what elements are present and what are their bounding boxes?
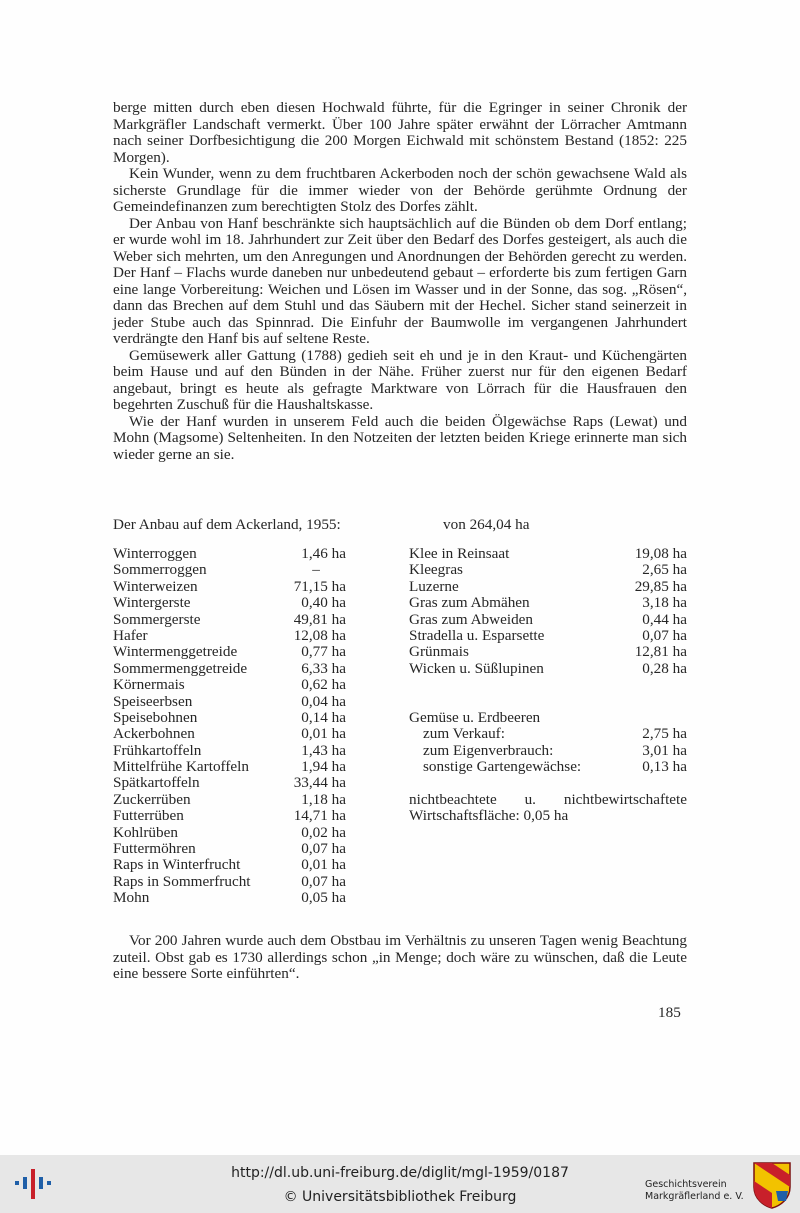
table-row: Ackerbohnen 0,01 ha [113, 725, 346, 743]
table-row: Wicken u. Süßlupinen 0,28 ha [409, 659, 687, 677]
table-total: von 264,04 ha [443, 516, 530, 533]
table-caption: Der Anbau auf dem Ackerland, 1955: [113, 516, 341, 533]
table-row: Körnermais 0,62 ha [113, 676, 346, 694]
table-row: Sommerroggen – [113, 561, 320, 579]
table-row: Kohlrüben 0,02 ha [113, 823, 346, 841]
table-row: Hafer 12,08 ha [113, 626, 346, 644]
paragraph: berge mitten durch eben diesen Hochwald führte, für die Egringer in seiner Chronik der Markgräfler Landschaft vermerkt. Über 100 Jahre später erwähnt der Lörracher Amtmann nach seiner Dorfbesichtigung die 200 Morgen Eichwald mit schönstem Bestand (1852: 225 Morgen). [113, 99, 687, 166]
table-row: Frühkartoffeln 1,43 ha [113, 741, 346, 759]
table-row: Spätkartoffeln 33,44 ha [113, 774, 346, 792]
table-row: Wintergerste 0,40 ha [113, 594, 346, 612]
body-text [113, 100, 687, 463]
table-row: zum Eigenverbrauch: 3,01 ha [423, 741, 687, 759]
table-row: Gras zum Abmähen 3,18 ha [409, 594, 687, 612]
table-row: Sommermenggetreide 6,33 ha [113, 659, 346, 677]
page-number: 185 [658, 1004, 681, 1021]
crop-list-left [113, 546, 346, 907]
table-row: Speisebohnen 0,14 ha [113, 708, 346, 726]
table-row: Futtermöhren 0,07 ha [113, 840, 346, 858]
table-row: Futterrüben 14,71 ha [113, 807, 346, 825]
table-row: sonstige Gartengewächse: 0,13 ha [423, 758, 687, 776]
table-row: Speiseerbsen 0,04 ha [113, 692, 346, 710]
table-row: zum Verkauf: 2,75 ha [423, 725, 687, 743]
table-row: Mittelfrühe Kartoffeln 1,94 ha [113, 758, 346, 776]
source-url-link[interactable]: http://dl.ub.uni-freiburg.de/diglit/mgl-1959/0187 [231, 1165, 569, 1181]
paragraph: Wie der Hanf wurden in unserem Feld auch die beiden Ölgewächse Raps (Lewat) und Mohn (Magsome) Seltenheiten. In den Notzeiten der letzten beiden Kriege erinnerte man sich wieder gerne an sie. [113, 412, 687, 463]
table-row: Kleegras 2,65 ha [409, 561, 687, 579]
table-row: Sommergerste 49,81 ha [113, 610, 346, 628]
unused-area-note: nichtbeachtete u. nichtbewirtschaftete [409, 790, 687, 808]
table-row: Luzerne 29,85 ha [409, 577, 687, 595]
table-row: Winterroggen 1,46 ha [113, 545, 346, 562]
table-header [113, 516, 687, 536]
society-name [645, 1179, 744, 1203]
table-row: Raps in Sommerfrucht 0,07 ha [113, 872, 346, 890]
crest-icon [752, 1161, 792, 1209]
table-row: Wintermenggetreide 0,77 ha [113, 643, 346, 661]
copyright-text: © Universitätsbibliothek Freiburg [283, 1189, 517, 1205]
society-line: Markgräflerland e. V. [645, 1191, 744, 1202]
vegetables-heading: Gemüse u. Erdbeeren [409, 708, 541, 726]
table-row: Zuckerrüben 1,18 ha [113, 790, 346, 808]
crop-list-right [409, 546, 687, 825]
footer-bar [0, 1155, 800, 1213]
paragraph: Kein Wunder, wenn zu dem fruchtbaren Ackerboden noch der schön gewachsene Wald als sicherste Grundlage für die immer wieder von der Behörde gerühmte Ordnung der Gemeindefinanzen zum berechtigten Stolz des Dorfes zählt. [113, 165, 687, 215]
table-row: Mohn 0,05 ha [113, 889, 346, 907]
unused-area-value: Wirtschaftsfläche: 0,05 ha [409, 807, 569, 825]
table-row: Gras zum Abweiden 0,44 ha [409, 610, 687, 628]
table-row: Stradella u. Esparsette 0,07 ha [409, 626, 687, 644]
paragraph: Vor 200 Jahren wurde auch dem Obstbau im Verhältnis zu unseren Tagen wenig Beachtung zuteil. Obst gab es 1730 allerdings schon „in Menge; doch wäre zu wünschen, daß die Leute eine bessere Sorte einführten“. [113, 932, 687, 982]
society-line: Geschichtsverein [645, 1179, 727, 1190]
closing-text [113, 933, 687, 983]
paragraph: Gemüsewerk aller Gattung (1788) gedieh seit eh und je in den Kraut- und Küchengärten beim Hause und auf den Bünden in der Nähe. Früher zuerst nur für den eigenen Bedarf angebaut, bringt es heute als gefragte Marktware von Lörrach für die Hausfrauen den begehrten Zuschuß für die Haushaltskasse. [113, 346, 687, 413]
table-row: Winterweizen 71,15 ha [113, 577, 346, 595]
paragraph: Der Anbau von Hanf beschränkte sich hauptsächlich auf die Bünden ob dem Dorf entlang; er wurde wohl im 18. Jahrhundert zur Zeit über den Bedarf des Dorfes gesteigert, als auch die Weber sich mehrten, um den Anregungen und Anordnungen der Behörden gerecht zu werden. Der Hanf – Flachs wurde daneben nur unbedeutend gebaut – erforderte bis zum fertigen Garn eine lange Vorbereitung: Weichen und Lösen im Wasser und in der Sonne, das sog. „Rösen“, dann das Brechen auf dem Stuhl und das Säubern mit der Hechel. Sicher stand seinerzeit in jeder Stube auch das Spinnrad. Die Einfuhr der Baumwolle im vergangenen Jahrhundert verdrängte den Hanf bis auf seltene Reste. [113, 214, 687, 347]
table-row: Raps in Winterfrucht 0,01 ha [113, 856, 346, 874]
table-row: Klee in Reinsaat 19,08 ha [409, 545, 687, 562]
table-row: Grünmais 12,81 ha [409, 643, 687, 661]
